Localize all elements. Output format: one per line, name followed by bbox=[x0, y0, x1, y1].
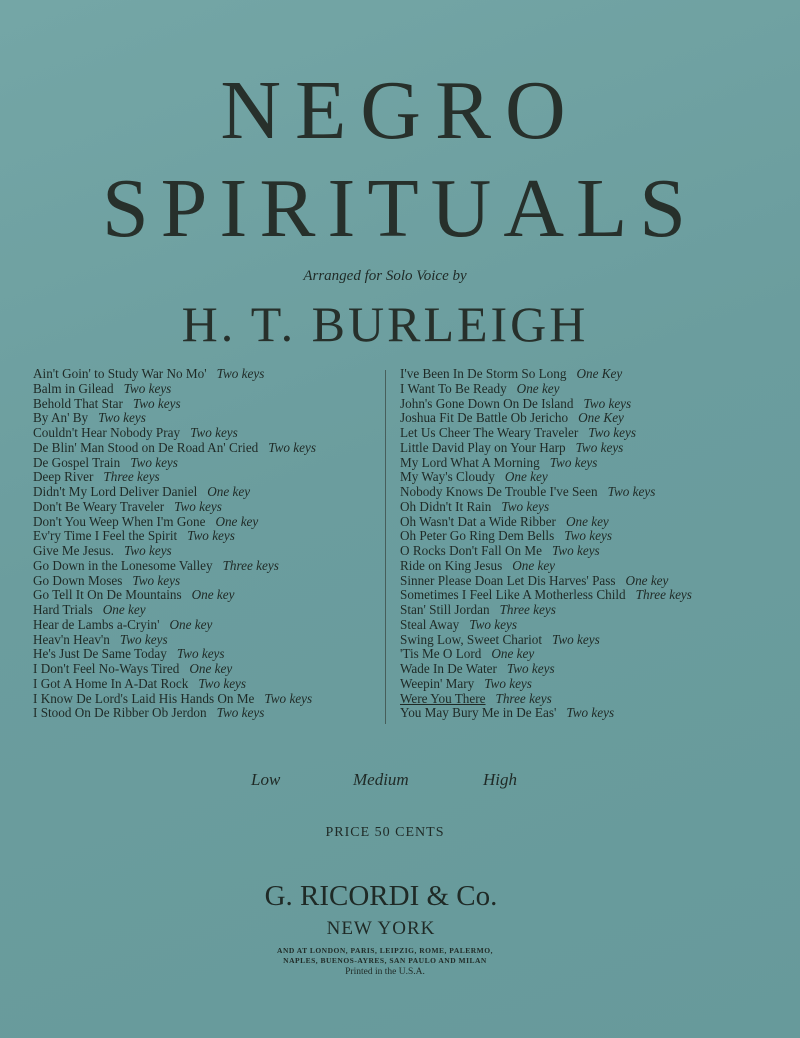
song-item bbox=[400, 500, 795, 515]
song-keys: Two keys bbox=[198, 675, 247, 691]
song-item bbox=[400, 633, 795, 648]
song-item bbox=[33, 544, 383, 559]
song-item bbox=[400, 470, 795, 485]
song-item bbox=[400, 706, 795, 721]
song-title: Balm in Gilead bbox=[33, 380, 114, 396]
song-title: Nobody Knows De Trouble I've Seen bbox=[400, 484, 598, 499]
song-item bbox=[33, 662, 383, 677]
song-keys: Two keys bbox=[176, 646, 225, 662]
song-keys: Two keys bbox=[549, 454, 598, 470]
song-title: Wade In De Water bbox=[400, 661, 497, 676]
song-keys: Two keys bbox=[187, 528, 235, 544]
song-keys: Two keys bbox=[506, 661, 555, 676]
song-item bbox=[33, 382, 383, 397]
song-title: Weepin' Mary bbox=[400, 675, 475, 691]
song-title: De Blin' Man Stood on De Road An' Cried bbox=[33, 439, 259, 455]
song-keys: Two keys bbox=[566, 705, 615, 721]
song-keys: One key bbox=[215, 513, 259, 529]
song-keys: Two keys bbox=[264, 690, 313, 706]
song-title: Ride on King Jesus bbox=[400, 557, 503, 573]
song-keys: One key bbox=[189, 661, 233, 676]
song-item bbox=[400, 618, 795, 633]
song-title: My Way's Cloudy bbox=[400, 469, 495, 485]
song-item bbox=[33, 559, 383, 574]
song-keys: Two keys bbox=[583, 395, 632, 411]
publisher-name: G. RICORDI & Co. bbox=[264, 880, 498, 912]
song-title: 'Tis Me O Lord bbox=[400, 646, 482, 662]
song-item bbox=[400, 426, 795, 441]
song-title: Couldn't Hear Nobody Pray bbox=[33, 425, 181, 440]
song-keys: One key bbox=[491, 646, 535, 662]
song-title: Joshua Fit De Battle Ob Jericho bbox=[400, 410, 569, 426]
song-title: Give Me Jesus. bbox=[33, 543, 114, 558]
song-title: Oh Didn't It Rain bbox=[400, 498, 492, 514]
song-keys: One key bbox=[191, 587, 235, 603]
song-keys: One Key bbox=[576, 366, 623, 381]
song-title: He's Just De Same Today bbox=[33, 646, 167, 662]
column-divider bbox=[385, 370, 386, 724]
song-title: Don't You Weep When I'm Gone bbox=[33, 513, 206, 529]
song-title: De Gospel Train bbox=[33, 454, 121, 470]
song-title: John's Gone Down On De Island bbox=[400, 395, 574, 411]
song-title: Swing Low, Sweet Chariot bbox=[400, 631, 542, 647]
song-keys: Two keys bbox=[588, 425, 636, 440]
song-item bbox=[33, 500, 383, 515]
song-title: Steal Away bbox=[400, 616, 460, 632]
song-item bbox=[400, 677, 795, 692]
song-keys: One key bbox=[504, 469, 548, 485]
song-item bbox=[33, 470, 383, 485]
song-title: Let Us Cheer The Weary Traveler bbox=[400, 425, 579, 440]
song-keys: Two keys bbox=[575, 439, 624, 455]
song-keys: Two keys bbox=[123, 380, 172, 396]
song-item bbox=[400, 647, 795, 662]
song-keys: Two keys bbox=[130, 454, 178, 470]
song-title: Oh Peter Go Ring Dem Bells bbox=[400, 528, 555, 544]
branch-cities bbox=[0, 946, 770, 966]
song-title: I Know De Lord's Laid His Hands On Me bbox=[33, 690, 255, 706]
printed-in-note: Printed in the U.S.A. bbox=[345, 967, 425, 977]
song-item bbox=[33, 485, 383, 500]
song-keys: Two keys bbox=[484, 675, 532, 691]
price-label: PRICE 50 CENTS bbox=[325, 825, 445, 840]
song-title: Sinner Please Doan Let Dis Harves' Pass bbox=[400, 572, 616, 588]
song-title: By An' By bbox=[33, 410, 89, 426]
song-item bbox=[33, 692, 383, 707]
song-keys: One Key bbox=[578, 410, 624, 426]
song-item bbox=[400, 397, 795, 412]
song-keys: Two keys bbox=[501, 498, 550, 514]
song-item bbox=[33, 588, 383, 603]
song-title: Were You There bbox=[400, 690, 486, 706]
song-title: Hard Trials bbox=[33, 602, 93, 617]
arranged-by-label: Arranged for Solo Voice by bbox=[303, 268, 467, 284]
song-keys: Two keys bbox=[119, 631, 168, 647]
song-keys: One key bbox=[625, 572, 669, 588]
song-item bbox=[400, 382, 795, 397]
song-item bbox=[400, 544, 795, 559]
song-item bbox=[400, 559, 795, 574]
branch-line-2: NAPLES, BUENOS-AYRES, SAN PAULO AND MILAN bbox=[283, 956, 487, 965]
song-item bbox=[400, 441, 795, 456]
song-item bbox=[33, 647, 383, 662]
song-title: Little David Play on Your Harp bbox=[400, 439, 566, 455]
song-item bbox=[33, 706, 383, 721]
song-item bbox=[33, 515, 383, 530]
song-title: I've Been In De Storm So Long bbox=[400, 366, 567, 381]
voice-high: High bbox=[483, 770, 517, 789]
song-title: I Got A Home In A-Dat Rock bbox=[33, 675, 189, 691]
song-keys: Three keys bbox=[103, 469, 160, 485]
song-keys: Two keys bbox=[174, 498, 222, 514]
song-title: Ain't Goin' to Study War No Mo' bbox=[33, 366, 207, 381]
title-line-2: SPIRITUALS bbox=[101, 162, 699, 255]
song-title: Deep River bbox=[33, 469, 94, 485]
song-title: Go Down Moses bbox=[33, 572, 123, 588]
song-keys: Two keys bbox=[552, 631, 600, 647]
song-item bbox=[400, 603, 795, 618]
song-item bbox=[400, 367, 795, 382]
song-keys: One key bbox=[565, 513, 609, 529]
song-title: O Rocks Don't Fall On Me bbox=[400, 543, 542, 558]
song-list-right bbox=[400, 367, 795, 721]
song-item bbox=[33, 397, 383, 412]
song-keys: One key bbox=[102, 602, 146, 617]
song-keys: Two keys bbox=[98, 410, 146, 426]
song-keys: Three keys bbox=[635, 587, 692, 603]
song-title: I Don't Feel No-Ways Tired bbox=[33, 661, 180, 676]
song-keys: Two keys bbox=[190, 425, 238, 440]
voice-medium: Medium bbox=[353, 770, 409, 789]
song-item bbox=[400, 485, 795, 500]
song-keys: Three keys bbox=[499, 602, 556, 617]
song-title: Stan' Still Jordan bbox=[400, 602, 490, 617]
song-item bbox=[33, 529, 383, 544]
song-title: Go Down in the Lonesome Valley bbox=[33, 557, 213, 573]
song-list-left bbox=[33, 367, 383, 721]
song-item bbox=[33, 441, 383, 456]
song-item bbox=[33, 618, 383, 633]
song-title: I Want To Be Ready bbox=[400, 380, 507, 396]
song-title: I Stood On De Ribber Ob Jerdon bbox=[33, 705, 207, 721]
song-item bbox=[33, 677, 383, 692]
song-keys: Three keys bbox=[495, 690, 552, 706]
song-item bbox=[400, 692, 795, 707]
song-item bbox=[33, 456, 383, 471]
song-item bbox=[33, 603, 383, 618]
song-title: My Lord What A Morning bbox=[400, 454, 540, 470]
song-item bbox=[33, 367, 383, 382]
song-keys: Two keys bbox=[123, 543, 172, 558]
song-title: Hear de Lambs a-Cryin' bbox=[33, 616, 160, 632]
song-title: Didn't My Lord Deliver Daniel bbox=[33, 484, 198, 499]
song-keys: One key bbox=[512, 557, 556, 573]
song-keys: One key bbox=[169, 616, 213, 632]
composer-name: H. T. BURLEIGH bbox=[181, 296, 589, 352]
song-keys: Two keys bbox=[607, 484, 656, 499]
song-keys: Two keys bbox=[132, 395, 181, 411]
song-keys: Two keys bbox=[216, 705, 265, 721]
song-item bbox=[400, 456, 795, 471]
song-item bbox=[33, 426, 383, 441]
song-keys: Two keys bbox=[216, 366, 265, 381]
song-keys: Two keys bbox=[551, 543, 600, 558]
song-title: Sometimes I Feel Like A Motherless Child bbox=[400, 587, 626, 603]
song-keys: One key bbox=[516, 380, 560, 396]
song-keys: Two keys bbox=[469, 616, 517, 632]
song-title: Heav'n Heav'n bbox=[33, 631, 110, 647]
title-line-1: NEGRO bbox=[220, 64, 580, 157]
publisher-city: NEW YORK bbox=[326, 918, 436, 939]
song-item bbox=[400, 515, 795, 530]
song-item bbox=[33, 633, 383, 648]
song-keys: Three keys bbox=[222, 557, 279, 573]
song-item bbox=[400, 588, 795, 603]
song-title: Don't Be Weary Traveler bbox=[33, 498, 165, 514]
song-item bbox=[400, 529, 795, 544]
song-keys: Two keys bbox=[564, 528, 612, 544]
song-keys: One key bbox=[207, 484, 251, 499]
song-keys: Two keys bbox=[132, 572, 181, 588]
song-title: You May Bury Me in De Eas' bbox=[400, 705, 557, 721]
song-item bbox=[33, 574, 383, 589]
song-title: Go Tell It On De Mountains bbox=[33, 587, 182, 603]
song-item bbox=[400, 574, 795, 589]
song-keys: Two keys bbox=[268, 439, 316, 455]
song-title: Behold That Star bbox=[33, 395, 123, 411]
voice-low: Low bbox=[251, 770, 281, 789]
branch-line-1: AND AT LONDON, PARIS, LEIPZIG, ROME, PALERMO, bbox=[277, 946, 493, 955]
song-item bbox=[33, 411, 383, 426]
song-title: Ev'ry Time I Feel the Spirit bbox=[33, 528, 178, 544]
song-title: Oh Wasn't Dat a Wide Ribber bbox=[400, 513, 556, 529]
song-item bbox=[400, 662, 795, 677]
song-item bbox=[400, 411, 795, 426]
